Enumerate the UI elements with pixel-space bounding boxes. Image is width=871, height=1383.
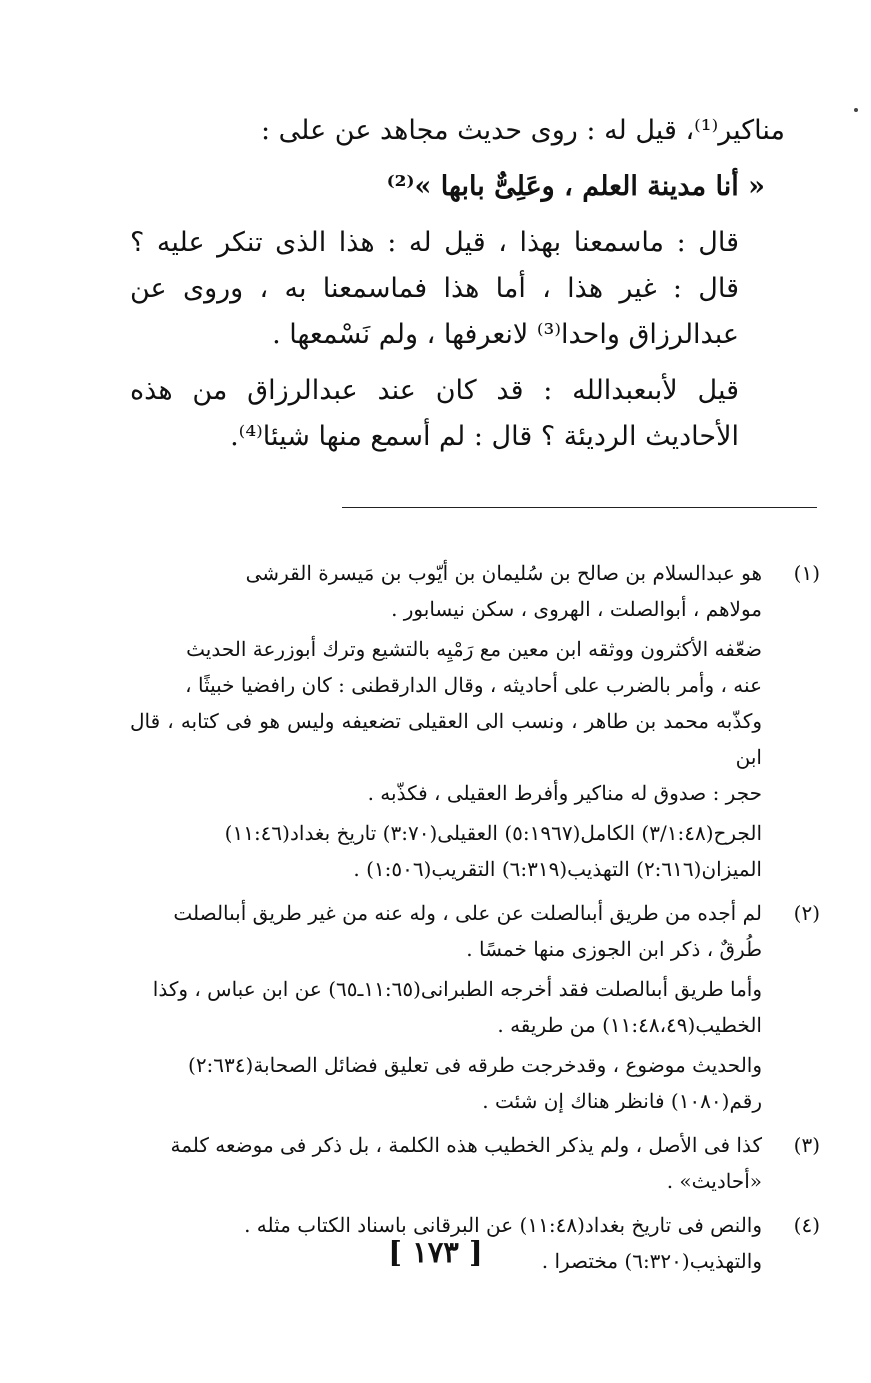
footnote-body [130, 1127, 762, 1199]
footnote-body [130, 555, 762, 887]
footnote-line: رقم(١٠٨٠) فانظر هناك إن شئت . [482, 1089, 762, 1113]
footnote-line: والحديث موضوع ، وقدخرجت طرقه فى تعليق فضائل الصحابة(٢:٦٣٤) [188, 1053, 762, 1077]
footnote-number: (١) [793, 561, 820, 585]
footnote-line: عنه ، وأمر بالضرب على أحاديثه ، وقال الدارقطنى : كان رافضيا خبيثًا ، [185, 673, 762, 697]
footnote-line: لم أجده من طريق أبىالصلت عن على ، وله عنه من غير طريق أبىالصلت [173, 901, 762, 925]
footnotes [130, 555, 820, 1279]
footnote-divider [342, 507, 817, 508]
footnote-number: (٤) [793, 1213, 820, 1237]
footnote-line: هو عبدالسلام بن صالح بن سُليمان بن أيّوب بن مَيسرة القرشى [245, 561, 762, 585]
footnote-line: الجرح(٣/١:٤٨) الكامل(٥:١٩٦٧) العقيلى(٣:٧٠) تاريخ بغداد(١١:٤٦) [224, 821, 762, 845]
footnote [130, 555, 820, 887]
footnote-line: «أحاديث» . [666, 1169, 762, 1193]
footnote-line: مولاهم ، أبوالصلت ، الهروى ، سكن نيسابور . [391, 597, 762, 621]
footnote-line: وأما طريق أبىالصلت فقد أخرجه الطبرانى(١١:٦٥ـ٦٥) عن ابن عباس ، وكذا [152, 977, 762, 1001]
hadith-quote: « أنا مدينة العلم ، وعَلِىٌّ بابها »⁽²⁾ [386, 171, 765, 202]
main-paragraph-1: مناكير⁽¹⁾، قيل له : روى حديث مجاهد عن على : [260, 115, 785, 146]
footnote-number: (٣) [793, 1133, 820, 1157]
main-text [130, 108, 785, 460]
page-number: [ ١٧٣ ] [388, 1235, 483, 1269]
footnote-line: وكذّبه محمد بن طاهر ، ونسب الى العقيلى تضعيفه وليس هو فى كتابه ، قال ابن [130, 709, 762, 769]
main-paragraph-3: قيل لأبىعبدالله : قد كان عند عبدالرزاق من هذه الأحاديث الرديئة ؟ قال : لم أسمع منها شيئا⁽⁴⁾. [130, 375, 739, 452]
scan-dot [854, 108, 858, 112]
footnote-body [130, 895, 762, 1119]
footnote-line: الخطيب(١١:٤٨،٤٩) من طريقه . [497, 1013, 762, 1037]
footnote-line: والتهذيب(٦:٣٢٠) مختصرا . [541, 1249, 762, 1273]
footnote [130, 895, 820, 1119]
footnote-line: حجر : صدوق له مناكير وأفرط العقيلى ، فكذّبه . [367, 781, 762, 805]
footnote-line: طُرقٌ ، ذكر ابن الجوزى منها خمسًا . [466, 937, 762, 961]
footnote-line: كذا فى الأصل ، ولم يذكر الخطيب هذه الكلمة ، بل ذكر فى موضعه كلمة [170, 1133, 762, 1157]
footnote-line: والنص فى تاريخ بغداد(١١:٤٨) عن البرقانى باسناد الكتاب مثله . [244, 1213, 762, 1237]
footnote-number: (٢) [793, 901, 820, 925]
footnote-line: الميزان(٢:٦١٦) التهذيب(٦:٣١٩) التقريب(١:٥٠٦) . [353, 857, 762, 881]
footnote [130, 1127, 820, 1199]
footnote-line: ضعّفه الأكثرون ووثقه ابن معين مع رَمْيِه بالتشيع وترك أبوزرعة الحديث [186, 637, 762, 661]
main-paragraph-2: قال : ماسمعنا بهذا ، قيل له : هذا الذى تنكر عليه ؟ قال : غير هذا ، أما هذا فماسمعنا به ، وروى عن عبدالرزاق واحدا⁽³⁾ لانعرفها ، ولم نَسْمعها . [130, 227, 739, 350]
